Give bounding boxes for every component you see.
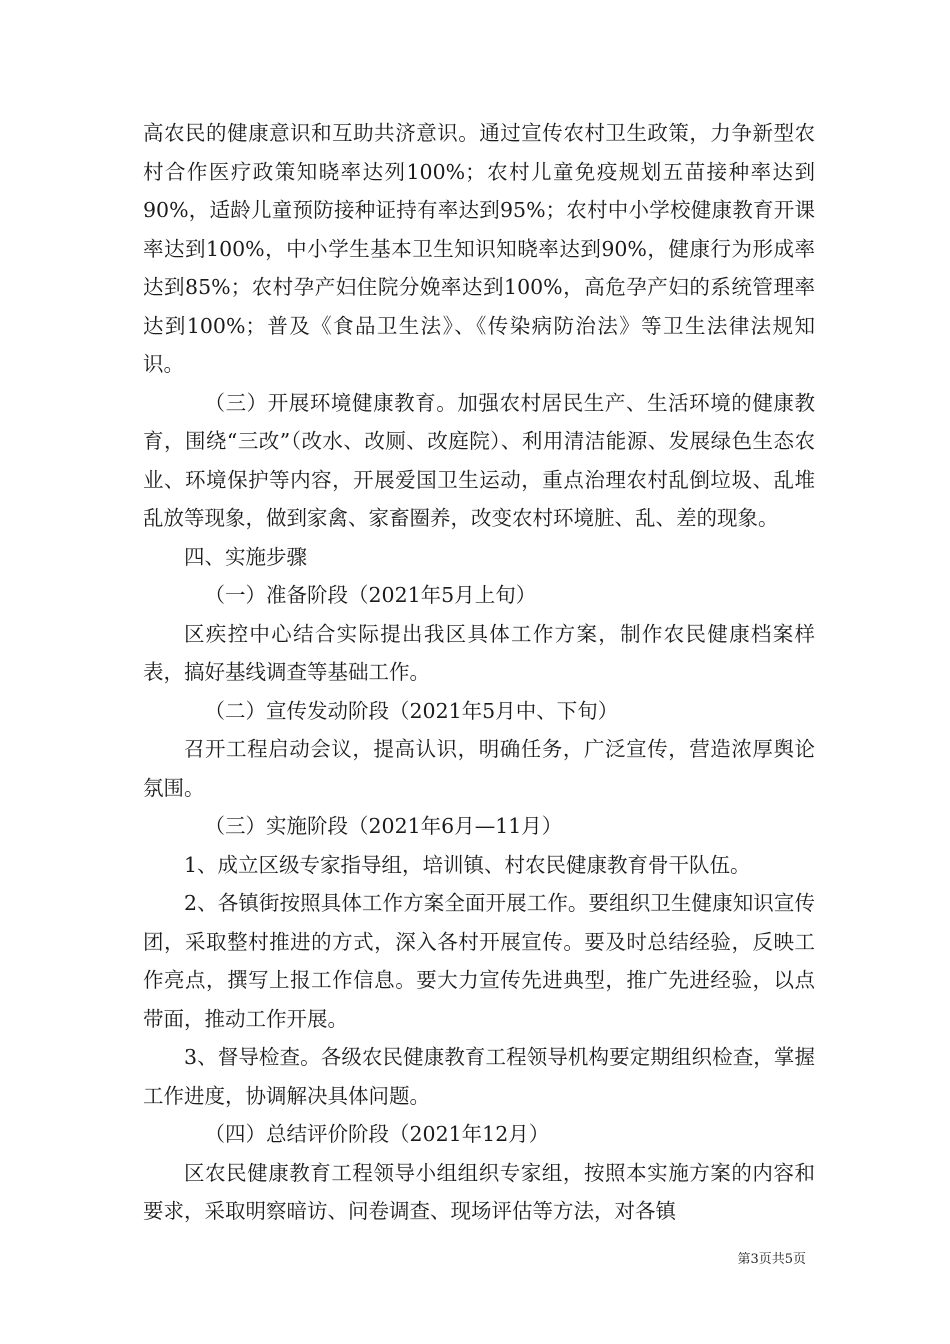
- paragraph-environment-education: （三）开展环境健康教育。加强农村居民生产、生活环境的健康教育，围绕“三改”（改水、改厕、改庭院）、利用清洁能源、发展绿色生态农业、环境保护等内容，开展爱国卫生运动，重点治理农村乱倒垃圾、乱堆乱放等现象，做到家禽、家畜圈养，改变农村环境脏、乱、差的现象。: [143, 390, 815, 530]
- document-body: [143, 114, 815, 1231]
- paragraph-publicity: 召开工程启动会议，提高认识，明确任务，广泛宣传，营造浓厚舆论氛围。: [143, 737, 815, 800]
- section-heading-implementation-steps: 四、实施步骤: [184, 544, 307, 569]
- list-item-supervision: 3、督导检查。各级农民健康教育工程领导机构要定期组织检查，掌握工作进度，协调解决具体问题。: [143, 1045, 815, 1108]
- stage-heading-implementation: （三）实施阶段（2021年6月—11月）: [204, 814, 563, 838]
- paragraph-evaluation: 区农民健康教育工程领导小组组织专家组，按照本实施方案的内容和要求，采取明察暗访、问卷调查、现场评估等方法，对各镇: [143, 1160, 815, 1223]
- list-item-town-work: 2、各镇街按照具体工作方案全面开展工作。要组织卫生健康知识宣传团，采取整村推进的方式，深入各村开展宣传。要及时总结经验，反映工作亮点，撰写上报工作信息。要大力宣传先进典型，推广先进经验，以点带面，推动工作开展。: [143, 891, 815, 1031]
- stage-heading-evaluation: （四）总结评价阶段（2021年12月）: [204, 1122, 550, 1146]
- page-number-footer: 第3页共5页: [737, 1252, 806, 1267]
- paragraph-continuation: 高农民的健康意识和互助共济意识。通过宣传农村卫生政策，力争新型农村合作医疗政策知晓率达列100%；农村儿童免疫规划五苗接种率达到90%，适龄儿童预防接种证持有率达到95%；农村中小学校健康教育开课率达到100%，中小学生基本卫生知识知晓率达到90%，健康行为形成率达到85%；农村孕产妇住院分娩率达到100%，高危孕产妇的系统管理率达到100%；普及《食品卫生法》、《传染病防治法》等卫生法律法规知识。: [143, 121, 815, 376]
- list-item-expert-group: 1、成立区级专家指导组，培训镇、村农民健康教育骨干队伍。: [184, 852, 751, 877]
- stage-heading-publicity: （二）宣传发动阶段（2021年5月中、下旬）: [204, 698, 619, 723]
- stage-heading-preparation: （一）准备阶段（2021年5月上旬）: [204, 583, 537, 607]
- paragraph-preparation: 区疾控中心结合实际提出我区具体工作方案，制作农民健康档案样表，搞好基线调查等基础工作。: [143, 621, 815, 684]
